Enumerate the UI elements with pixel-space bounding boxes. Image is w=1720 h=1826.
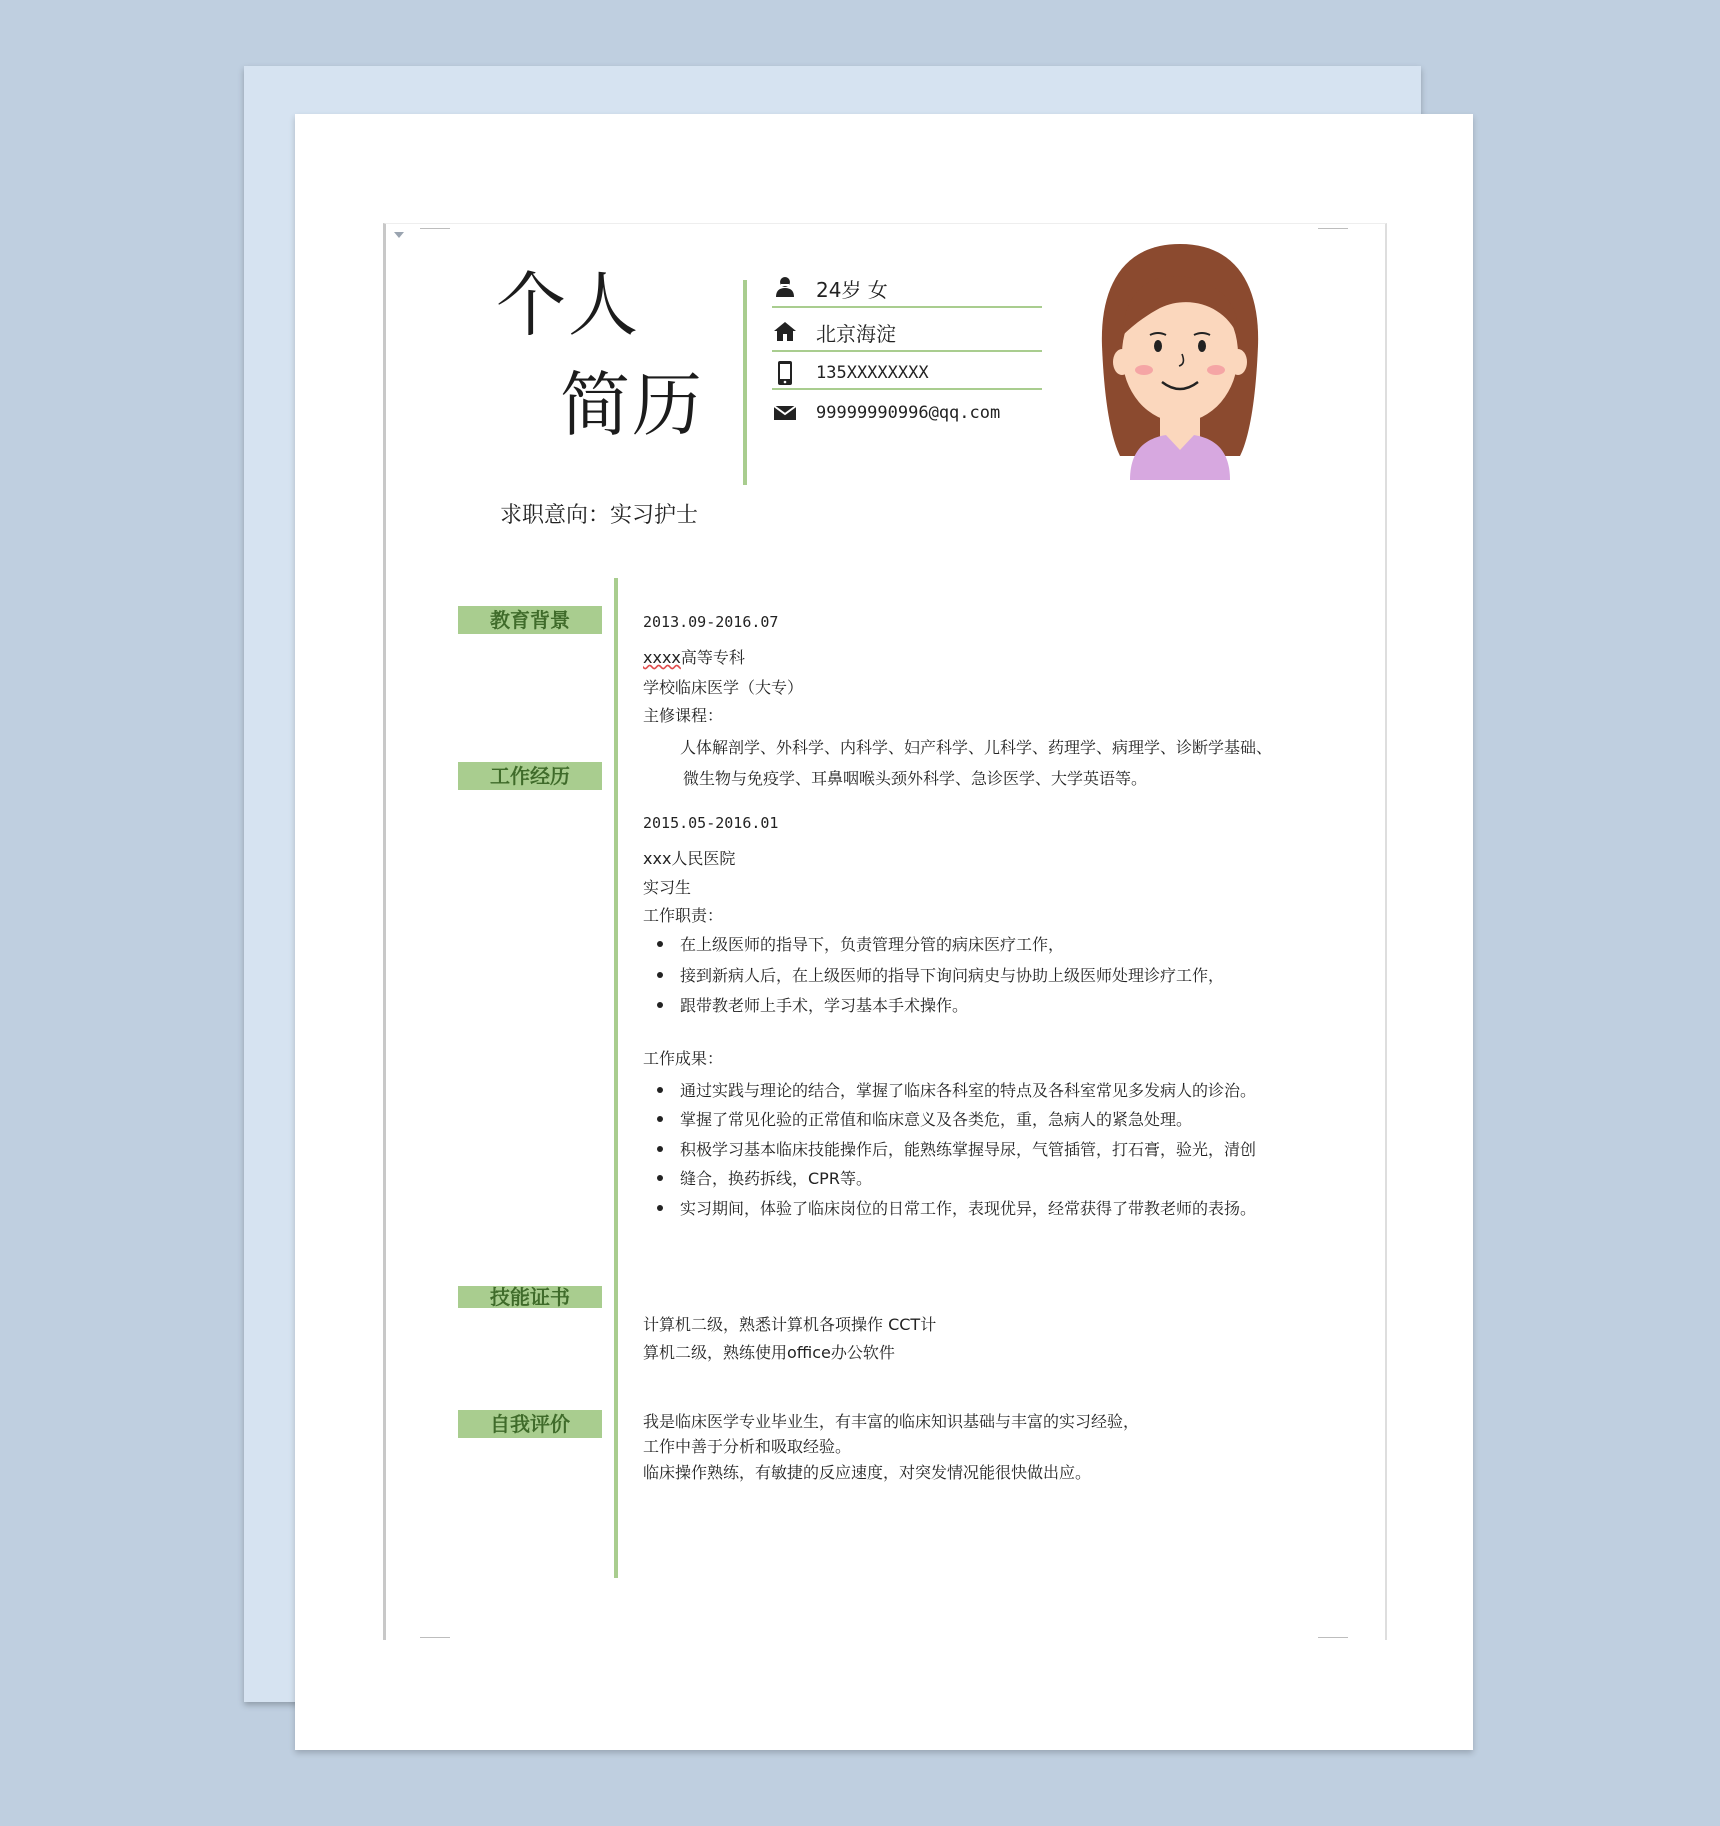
age-gender-text: 24岁 女 [816,278,888,302]
results-title: 工作成果： [643,1049,724,1068]
courses-line: 人体解剖学、外科学、内科学、妇产科学、儿科学、药理学、病理学、诊断学基础、 [680,738,1273,757]
bullet-dot [657,941,663,947]
duty-item: 跟带教老师上手术，学习基本手术操作。 [680,996,969,1015]
result-item: 缝合，换药拆线，CPR等。 [680,1169,872,1188]
crop-mark [420,1637,450,1638]
resume-title-line1: 个人 [496,264,640,346]
avatar-cartoon-girl [1090,236,1270,480]
crop-mark [1318,228,1348,229]
collapse-triangle-icon[interactable] [394,232,404,238]
contact-email [772,398,1001,428]
result-item: 通过实践与理论的结合，掌握了临床各科室的特点及各科室常见多发病人的诊治。 [680,1081,1257,1100]
phone-text: 135XXXXXXXX [816,363,929,383]
mail-icon [772,400,798,426]
bullet-dot [657,1175,663,1181]
phone-icon [772,360,798,386]
job-intent: 求职意向：实习护士 [500,503,699,528]
school-prefix: xxxx [643,648,681,667]
result-item: 实习期间，体验了临床岗位的日常工作，表现优异，经常获得了带教老师的表扬。 [680,1199,1257,1218]
work-employer: xxx人民医院 [643,849,736,868]
education-date: 2013.09-2016.07 [643,613,779,631]
skills-line: 算机二级，熟练使用office办公软件 [643,1343,895,1362]
work-position: 实习生 [643,878,692,897]
bullet-dot [657,1002,663,1008]
header-divider [743,280,747,485]
email-text: 99999990996@qq.com [816,403,1001,423]
home-icon [772,318,798,344]
bullet-dot [657,1146,663,1152]
education-school [643,645,745,668]
contact-divider [772,306,1042,308]
duty-item: 接到新病人后，在上级医师的指导下询问病史与协助上级医师处理诊疗工作， [680,966,1225,985]
contact-age-gender [772,272,888,302]
bullet-dot [657,972,663,978]
timeline-bar [614,578,618,1578]
contact-location [772,316,896,346]
self-eval-line: 临床操作熟练，有敏捷的反应速度，对突发情况能很快做出应。 [643,1463,1092,1482]
crop-mark [420,228,450,229]
section-label-self-eval: 自我评价 [458,1410,602,1438]
self-eval-line: 工作中善于分析和吸取经验。 [643,1437,852,1456]
school-suffix: 高等专科 [680,648,745,667]
contact-phone [772,358,929,388]
section-label-education: 教育背景 [458,606,602,634]
self-eval-line: 我是临床医学专业毕业生，有丰富的临床知识基础与丰富的实习经验， [643,1412,1140,1431]
section-label-skills: 技能证书 [458,1286,602,1308]
work-date: 2015.05-2016.01 [643,814,779,832]
skills-line: 计算机二级，熟悉计算机各项操作 CCT计 [643,1315,937,1334]
contact-divider [772,350,1042,352]
courses-title: 主修课程： [643,706,724,725]
education-major: 学校临床医学（大专） [643,678,804,697]
location-text: 北京海淀 [816,322,896,346]
crop-mark [1318,1637,1348,1638]
section-label-work: 工作经历 [458,762,602,790]
duties-title: 工作职责： [643,906,724,925]
bullet-dot [657,1087,663,1093]
resume-title-line2: 简历 [560,364,704,446]
result-item: 掌握了常见化验的正常值和临床意义及各类危，重，急病人的紧急处理。 [680,1110,1193,1129]
contact-divider [772,388,1042,390]
bullet-dot [657,1205,663,1211]
duty-item: 在上级医师的指导下，负责管理分管的病床医疗工作， [680,935,1065,954]
result-item: 积极学习基本临床技能操作后，能熟练掌握导尿，气管插管，打石膏，验光，清创 [680,1140,1257,1159]
bullet-dot [657,1116,663,1122]
courses-line: 微生物与免疫学、耳鼻咽喉头颈外科学、急诊医学、大学英语等。 [683,769,1148,788]
user-icon [772,274,798,300]
